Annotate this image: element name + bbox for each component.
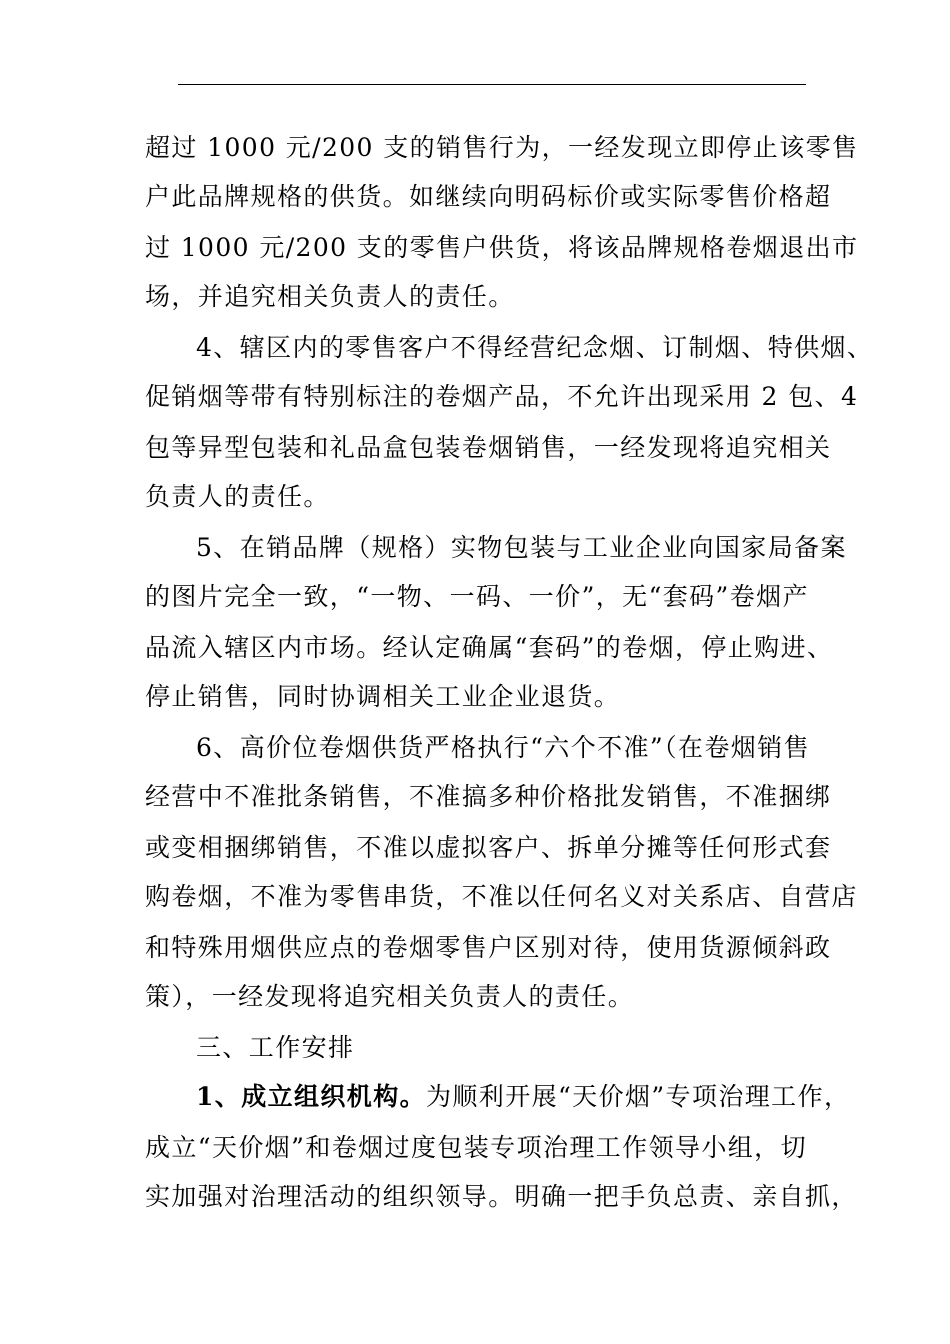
paragraph-line: 超过 1000 元/200 支的销售行为，一经发现立即停止该零售 — [145, 133, 859, 162]
paragraph-line: 购卷烟，不准为零售串货，不准以任何名义对关系店、自营店 — [145, 882, 858, 911]
paragraph-line-rest: 为顺利开展“天价烟”专项治理工作， — [426, 1082, 851, 1111]
paragraph-line: 包等异型包装和礼品盒包装卷烟销售，一经发现将追究相关 — [145, 433, 832, 462]
paragraph-line: 和特殊用烟供应点的卷烟零售户区别对待，使用货源倾斜政 — [145, 933, 832, 962]
paragraph-line: 促销烟等带有特别标注的卷烟产品，不允许出现采用 2 包、4 — [145, 382, 859, 411]
paragraph-line: 户此品牌规格的供货。如继续向明码标价或实际零售价格超 — [145, 182, 832, 211]
paragraph-line: 负责人的责任。 — [145, 482, 330, 511]
paragraph-line — [196, 1081, 850, 1113]
paragraph-line: 策），一经发现将追究相关负责人的责任。 — [145, 982, 635, 1011]
paragraph-line: 成立“天价烟”和卷烟过度包装专项治理工作领导小组，切 — [145, 1133, 807, 1162]
paragraph-line: 4、辖区内的零售客户不得经营纪念烟、订制烟、特供烟、 — [196, 333, 874, 362]
bold-lead: 1、成立组织机构。 — [196, 1082, 426, 1111]
section-heading: 三、工作安排 — [196, 1033, 355, 1062]
paragraph-line: 场，并追究相关负责人的责任。 — [145, 282, 515, 311]
paragraph-line: 6、高价位卷烟供货严格执行“六个不准”（在卷烟销售 — [196, 733, 810, 762]
paragraph-line: 过 1000 元/200 支的零售户供货，将该品牌规格卷烟退出市 — [145, 233, 859, 262]
header-rule — [178, 84, 806, 85]
paragraph-line: 经营中不准批条销售，不准搞多种价格批发销售，不准捆绑 — [145, 782, 832, 811]
paragraph-line: 品流入辖区内市场。经认定确属“套码”的卷烟，停止购进、 — [145, 633, 834, 662]
paragraph-line: 或变相捆绑销售，不准以虚拟客户、拆单分摊等任何形式套 — [145, 833, 832, 862]
paragraph-line: 停止销售，同时协调相关工业企业退货。 — [145, 682, 621, 711]
paragraph-line: 5、在销品牌（规格）实物包装与工业企业向国家局备案 — [196, 533, 847, 562]
paragraph-line: 的图片完全一致，“一物、一码、一价”，无“套码”卷烟产 — [145, 582, 809, 611]
paragraph-line: 实加强对治理活动的组织领导。明确一把手负总责、亲自抓， — [145, 1182, 858, 1211]
